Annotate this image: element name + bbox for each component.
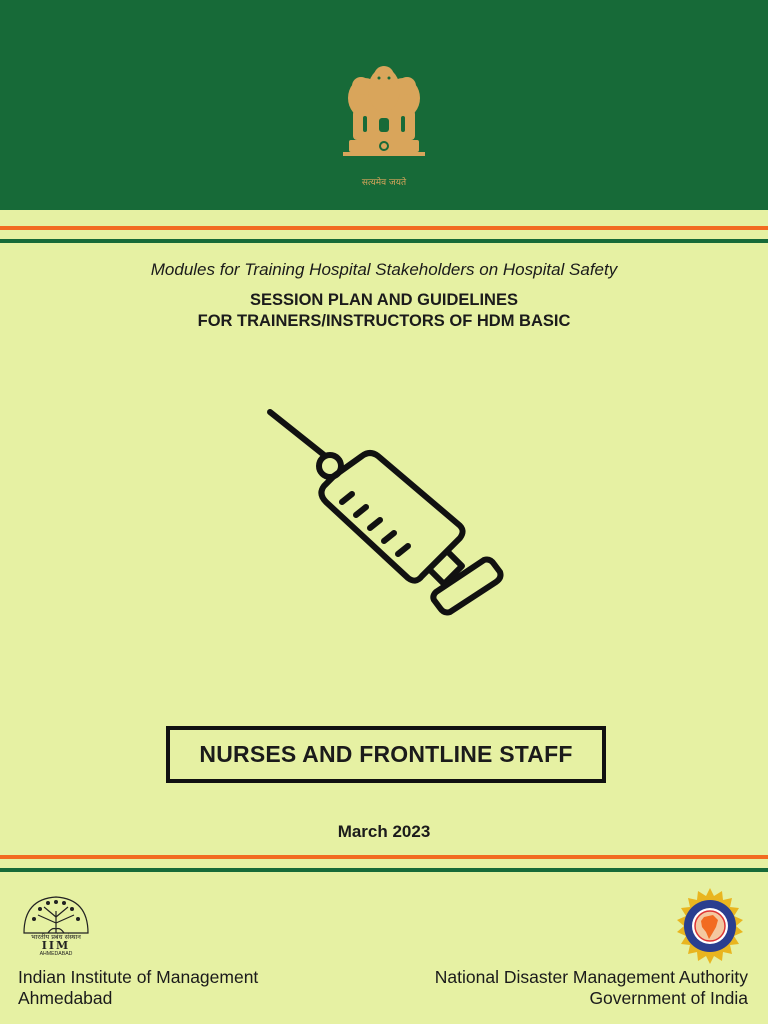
iim-name <box>18 967 258 1009</box>
iim-name-line2: Ahmedabad <box>18 988 113 1008</box>
ndma-name <box>435 967 748 1009</box>
ndma-name-line2: Government of India <box>589 988 748 1008</box>
header-band <box>0 0 768 210</box>
stripe-saffron-top <box>0 226 768 230</box>
ndma-name-line1: National Disaster Management Authority <box>434 967 748 987</box>
audience-box <box>166 726 606 783</box>
iim-logo-hindi: भारतीय प्रबंध संस्थान <box>31 933 81 941</box>
session-title-line2: FOR TRAINERS/INSTRUCTORS OF HDM BASIC <box>197 312 571 330</box>
iim-tree-logo <box>18 893 94 955</box>
session-title-line1: SESSION PLAN AND GUIDELINES <box>249 291 518 309</box>
iim-logo-city: AHMEDABAD <box>39 951 73 955</box>
cover-subtitle: Modules for Training Hospital Stakeholders on Hospital Safety <box>150 260 618 279</box>
stripe-saffron-bottom <box>0 855 768 859</box>
publication-date: March 2023 <box>337 822 431 841</box>
stripe-green-top <box>0 239 768 243</box>
session-title <box>0 290 768 332</box>
iim-logo-abbr: IIM <box>41 939 71 952</box>
audience-title: NURSES AND FRONTLINE STAFF <box>199 741 573 767</box>
emblem-motto: सत्यमेव जयते <box>361 178 407 188</box>
ndma-seal-logo <box>671 887 749 965</box>
stripe-green-bottom <box>0 868 768 872</box>
syringe-icon <box>260 400 510 620</box>
iim-name-line1: Indian Institute of Management <box>18 967 259 987</box>
